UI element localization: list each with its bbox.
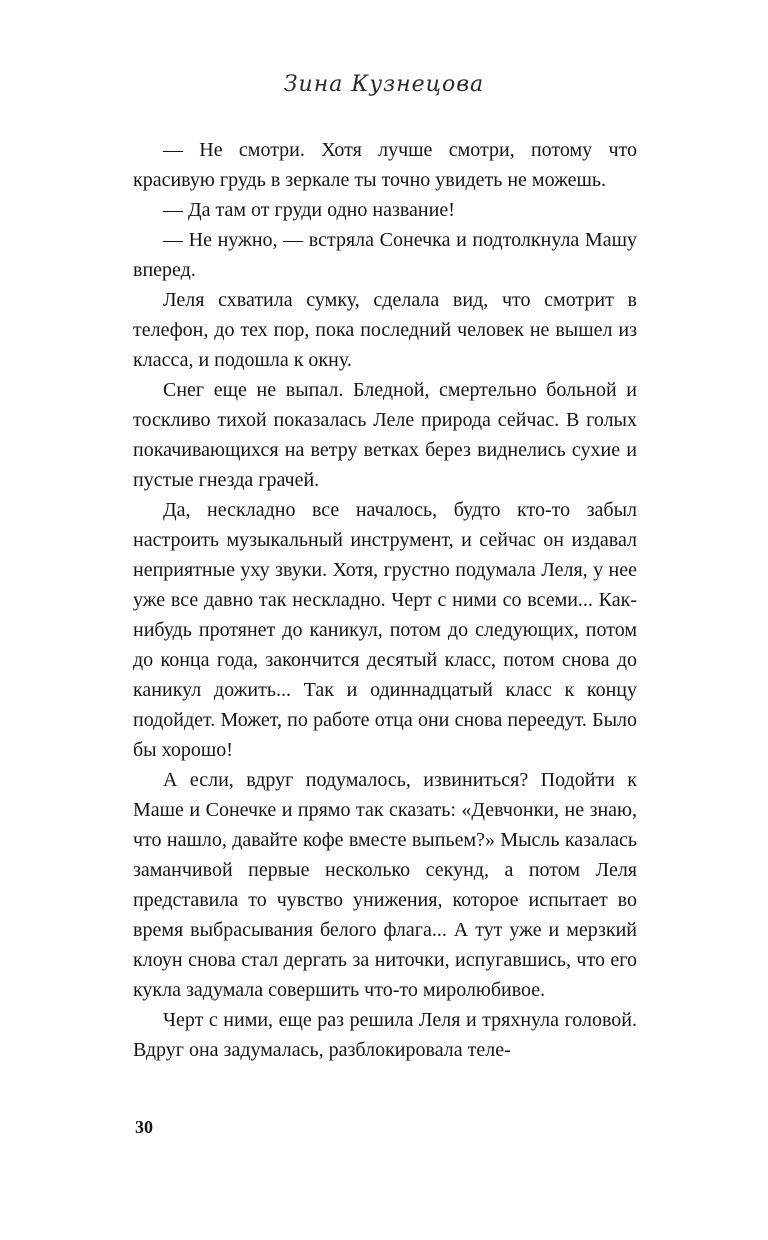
- body-paragraph: Черт с ними, еще раз решила Леля и тряхнула головой. Вдруг она задумалась, разблокировала теле-: [133, 1009, 637, 1061]
- running-head-author: Зина Кузнецова: [283, 72, 485, 97]
- body-paragraph: Снег еще не выпал. Бледной, смертельно больной и тоскливо тихой показалась Леле природа сейчас. В голых покачивающихся на ветру ветках берез виднелись сухие и пустые гнезда грачей.: [133, 379, 637, 491]
- body-text-block: [133, 135, 637, 1065]
- body-paragraph: — Не смотри. Хотя лучше смотри, потому что красивую грудь в зеркале ты точно увидеть не можешь.: [133, 139, 637, 191]
- body-paragraph: — Не нужно, — встряла Сонечка и подтолкнула Машу вперед.: [133, 229, 637, 281]
- body-paragraph: — Да там от груди одно название!: [163, 199, 455, 221]
- body-paragraph: Да, нескладно все началось, будто кто-то забыл настроить музыкальный инструмент, и сейчас он издавал неприятные уху звуки. Хотя, грустно подумала Леля, у нее уже все давно так нескладно. Черт с ними со всеми... Как-нибудь протянет до каникул, потом до следующих, потом до конца года, закончится десятый класс, потом снова до каникул дожить... Так и одиннадцатый класс к концу подойдет. Может, по работе отца они снова переедут. Было бы хорошо!: [133, 499, 637, 761]
- body-paragraph: А если, вдруг подумалось, извиниться? Подойти к Маше и Сонечке и прямо так сказать: «Девчонки, не знаю, что нашло, давайте кофе вместе выпьем?» Мысль казалась заманчивой первые несколько секунд, а потом Леля представила то чувство унижения, которое испытает во время выбрасывания белого флага... А тут уже и мерзкий клоун снова стал дергать за ниточки, испугавшись, что его кукла задумала совершить что-то миролюбивое.: [133, 769, 637, 1001]
- page-number: 30: [135, 1117, 153, 1137]
- body-paragraph: Леля схватила сумку, сделала вид, что смотрит в телефон, до тех пор, пока последний человек не вышел из класса, и подошла к окну.: [133, 289, 637, 371]
